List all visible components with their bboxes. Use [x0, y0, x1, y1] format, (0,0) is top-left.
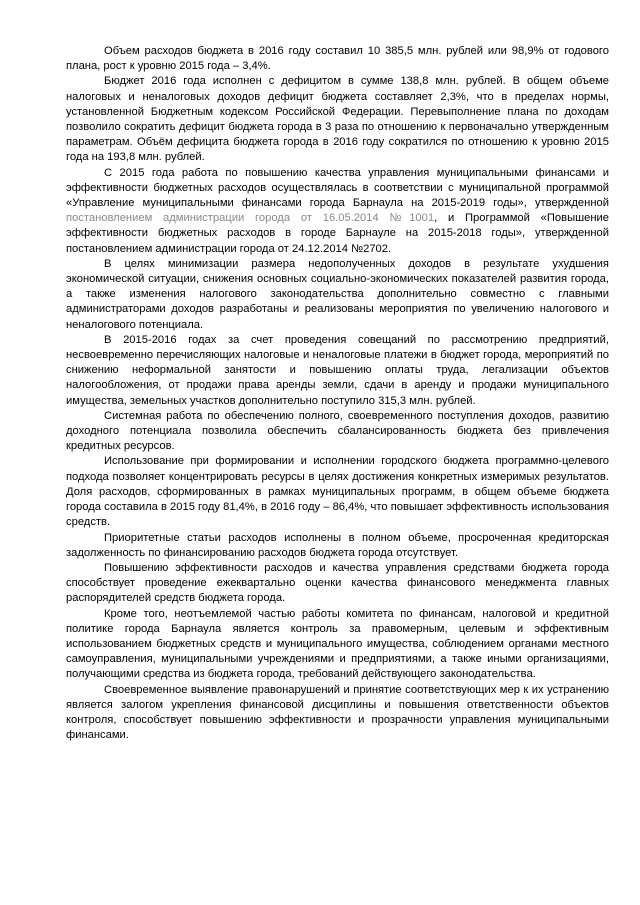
- paragraph-deficit: Бюджет 2016 года исполнен с дефицитом в сумме 138,8 млн. рублей. В общем объеме налоговых и неналоговых доходов дефицит бюджета составляет 2,3%, что в пределах нормы, установленной Бюджетным кодексом Российской Федерации. Перевыполнение плана по доходам позволило сократить дефицит бюджета города в 3 раза по отношению к первоначально утвержденным параметрам. Объём дефицита бюджета города в 2016 году сократился по отношению к уровню 2015 года на 193,8 млн. рублей.: [66, 75, 609, 164]
- paragraph-control: Кроме того, неотъемлемой частью работы комитета по финансам, налоговой и кредитной политике города Барнаула является контроль за правомерным, целевым и эффективным использованием бюджетных средств и муниципального имущества, соблюдением органами местного самоуправления, муниципальными учреждениями и предприятиями, а также иными организациями, получающими средства из бюджета города, требований действующего законодательства.: [66, 607, 609, 681]
- paragraph-program: [66, 166, 609, 257]
- paragraph-program-approach: Использование при формировании и исполнении городского бюджета программно-целевого подхода позволяет концентрировать ресурсы в целях достижения конкретных измеримых результатов. Доля расходов, сформированных в рамках муниципальных программ, в общем объеме бюджета города составила в 2015 году 81,4%, в 2016 году – 86,4%, что повышает эффективность использования средств.: [66, 455, 609, 529]
- program-text-part2: , и Программой «Повышение эффективности бюджетных расходов в городе Барнауле на 2015-2018 годы», утвержденной постановлением администрации города от 24.12.2014 №2702.: [66, 212, 609, 255]
- paragraph-minimization: В целях минимизации размера недополученных доходов в результате ухудшения экономической ситуации, снижения основных социально-экономических показателей развития города, а также изменения налогового законодательства дополнительно совместно с главными администраторами доходов разработаны и реализованы мероприятия по увеличению налогового и неналогового потенциала.: [66, 257, 609, 331]
- paragraph-meetings: В 2015-2016 годах за счет проведения совещаний по рассмотрению предприятий, несвоевременно перечисляющих налоговые и неналоговые платежи в бюджет города, мероприятий по снижению неформальной занятости и повышению оплаты труда, легализации объектов налогообложения, от продажи права аренды земли, сдачи в аренду и продажи муниципального имущества, земельных участков дополнительно поступило 315,3 млн. рублей.: [66, 333, 609, 407]
- program-resolution-reference: постановлением администрации города от 16.05.2014 №1001: [66, 212, 435, 225]
- paragraph-efficiency: Повышению эффективности расходов и качества управления средствами бюджета города способствует проведение ежеквартально оценки качества финансового менеджмента главных распорядителей средств бюджета города.: [66, 561, 609, 605]
- paragraph-expenses: Объем расходов бюджета в 2016 году составил 10 385,5 млн. рублей или 98,9% от годового плана, рост к уровню 2015 года – 3,4%.: [66, 45, 609, 73]
- program-text-part1: С 2015 года работа по повышению качества управления муниципальными финансами и эффективности бюджетных расходов осуществлялась в соответствии с муниципальной программой «Управление муниципальными финансами города Барнаула на 2015-2019 годы», утвержденной: [66, 166, 609, 210]
- document-page: [66, 44, 609, 743]
- paragraph-priority-items: Приоритетные статьи расходов исполнены в полном объеме, просроченная кредиторская задолженность по финансированию расходов бюджета города отсутствует.: [66, 531, 609, 559]
- paragraph-systematic-work: Системная работа по обеспечению полного, своевременного поступления доходов, развитию доходного потенциала позволила обеспечить сбалансированность бюджета без привлечения кредитных ресурсов.: [66, 409, 609, 453]
- paragraph-violations: Своевременное выявление правонарушений и принятие соответствующих мер к их устранению является залогом укрепления финансовой дисциплины и повышения ответственности объектов контроля, способствует повышению эффективности и прозрачности управления муниципальными финансами.: [66, 683, 609, 742]
